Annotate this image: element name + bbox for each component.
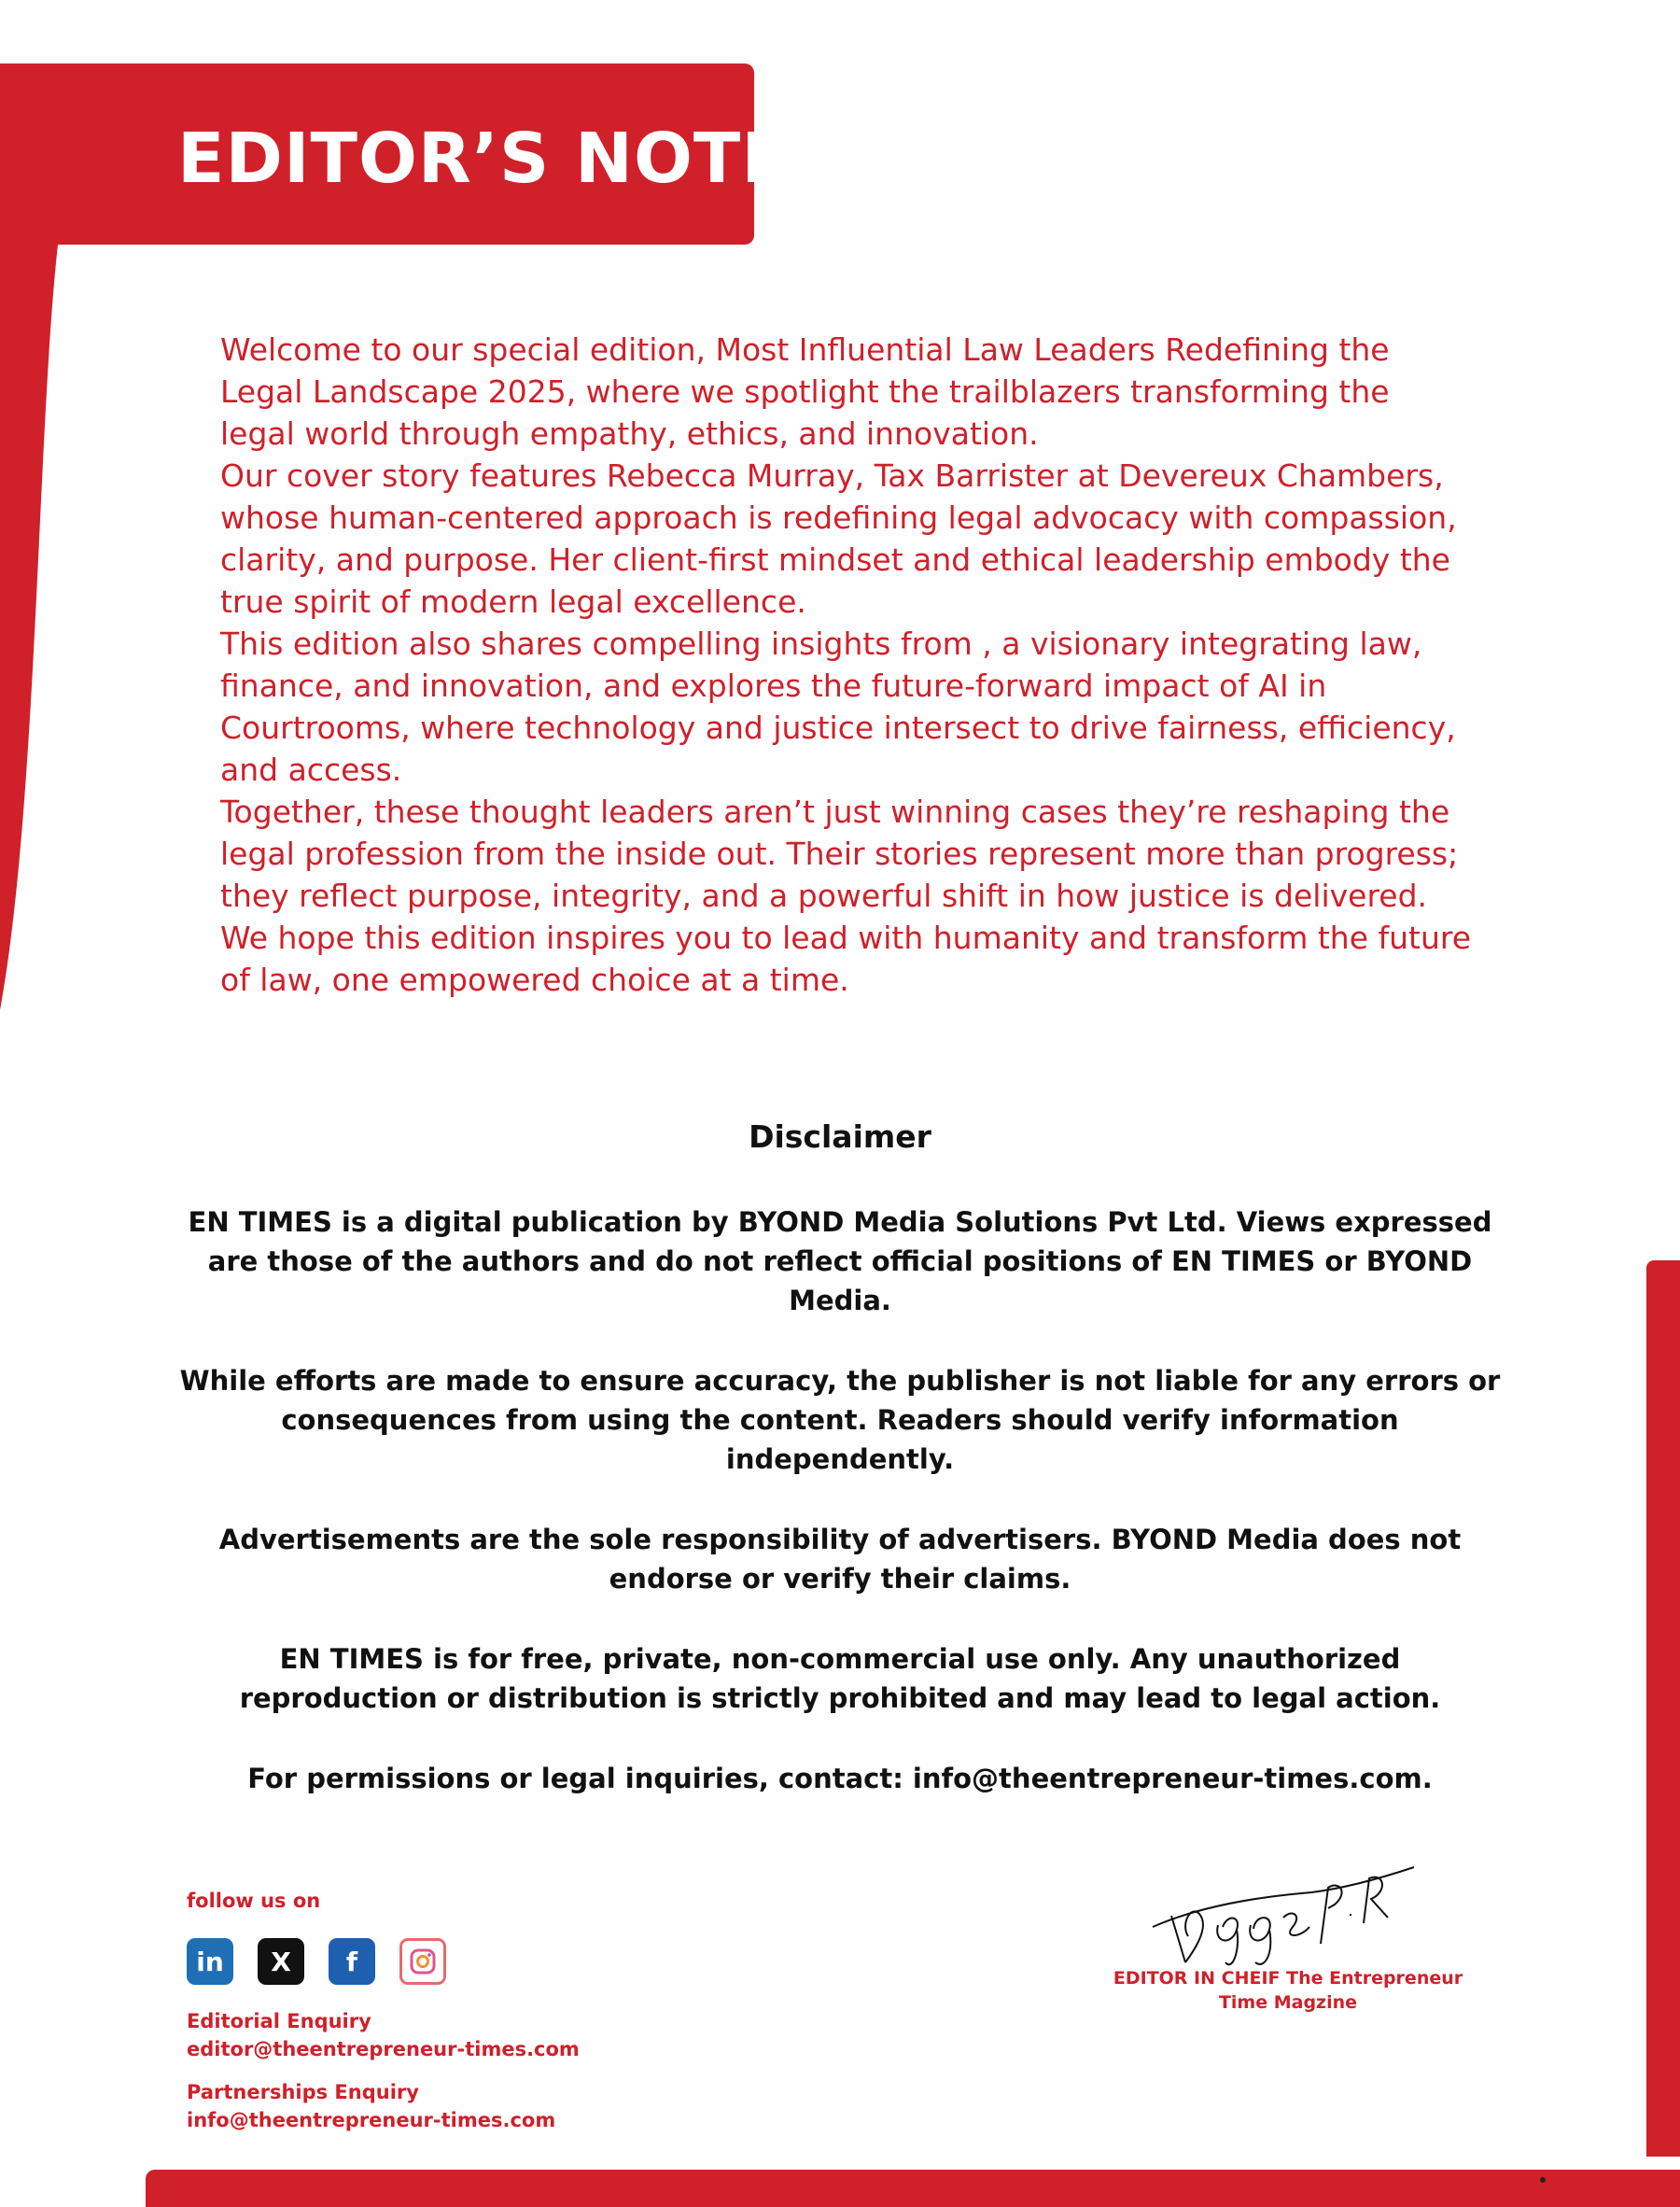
partnerships-email-link[interactable]: info@theentrepreneur-times.com [187, 2109, 556, 2131]
note-paragraph: Our cover story features Rebecca Murray, Tax Barrister at Devereux Chambers, whose human-centered approach is redefining legal advocacy with compassion, clarity, and purpose. Her client-first mindset and ethical leadership embody the true spirit of modern legal excellence. [220, 457, 1457, 620]
decorative-bottom-bar [146, 2170, 1680, 2207]
linkedin-icon[interactable]: in [187, 1938, 233, 1985]
note-paragraph: This edition also shares compelling insights from , a visionary integrating law, finance, and innovation, and explores the future-forward impact of AI in Courtrooms, where technology and justice intersect to drive fairness, efficiency, and access. [220, 626, 1456, 788]
decorative-right-bar [1646, 1260, 1680, 2157]
decorative-curve [0, 245, 65, 1010]
signature-title-line1: EDITOR IN CHEIF The Entrepreneur [1113, 1968, 1463, 1989]
editors-note-body [220, 329, 1471, 1001]
note-paragraph: Together, these thought leaders aren’t just winning cases they’re reshaping the legal profession from the inside out. Their stories represent more than progress; they reflect purpose, integrity, and a powerful shift in how justice is delivered. [220, 794, 1459, 914]
disclaimer-paragraph: For permissions or legal inquiries, contact: info@theentrepreneur-times.com. [247, 1763, 1433, 1794]
disclaimer-paragraph: While efforts are made to ensure accuracy, the publisher is not liable for any errors or consequences from using the content. Readers should verify information independently. [179, 1365, 1501, 1475]
editorial-email-link[interactable]: editor@theentrepreneur-times.com [187, 2038, 580, 2060]
page-title: EDITOR’S NOTE [177, 119, 790, 199]
social-links [187, 1938, 446, 1985]
partnerships-enquiry [187, 2078, 555, 2134]
note-paragraph: We hope this edition inspires you to lead with humanity and transform the future of law, one empowered choice at a time. [220, 920, 1472, 998]
instagram-icon[interactable] [399, 1938, 446, 1985]
x-icon[interactable]: X [258, 1938, 304, 1985]
instagram-glyph [409, 1947, 437, 1975]
follow-us-label: follow us on [187, 1890, 321, 1912]
disclaimer-body [177, 1202, 1503, 1839]
editor-signature [1143, 1860, 1423, 1972]
disclaimer-paragraph: EN TIMES is a digital publication by BYOND Media Solutions Pvt Ltd. Views expressed are those of the authors and do not reflect official positions of EN TIMES or BYOND Media. [188, 1206, 1492, 1316]
disclaimer-paragraph: Advertisements are the sole responsibility of advertisers. BYOND Media does not endorse or verify their claims. [218, 1524, 1462, 1595]
disclaimer-paragraph: EN TIMES is for free, private, non-commercial use only. Any unauthorized reproduction or distribution is strictly prohibited and may lead to legal action. [239, 1643, 1441, 1714]
partnerships-enquiry-label: Partnerships Enquiry [187, 2081, 419, 2103]
signature-title-line2: Time Magzine [1218, 1992, 1358, 2013]
ink-speck [1540, 2177, 1546, 2183]
disclaimer-title: Disclaimer [749, 1118, 931, 1155]
facebook-icon[interactable]: f [329, 1938, 375, 1985]
editorial-enquiry [187, 2007, 580, 2063]
note-paragraph: Welcome to our special edition, Most Influential Law Leaders Redefining the Legal Landscape 2025, where we spotlight the trailblazers transforming the legal world through empathy, ethics, and innovation. [220, 331, 1390, 452]
signature-caption [1101, 1966, 1475, 2015]
editorial-enquiry-label: Editorial Enquiry [187, 2010, 371, 2032]
